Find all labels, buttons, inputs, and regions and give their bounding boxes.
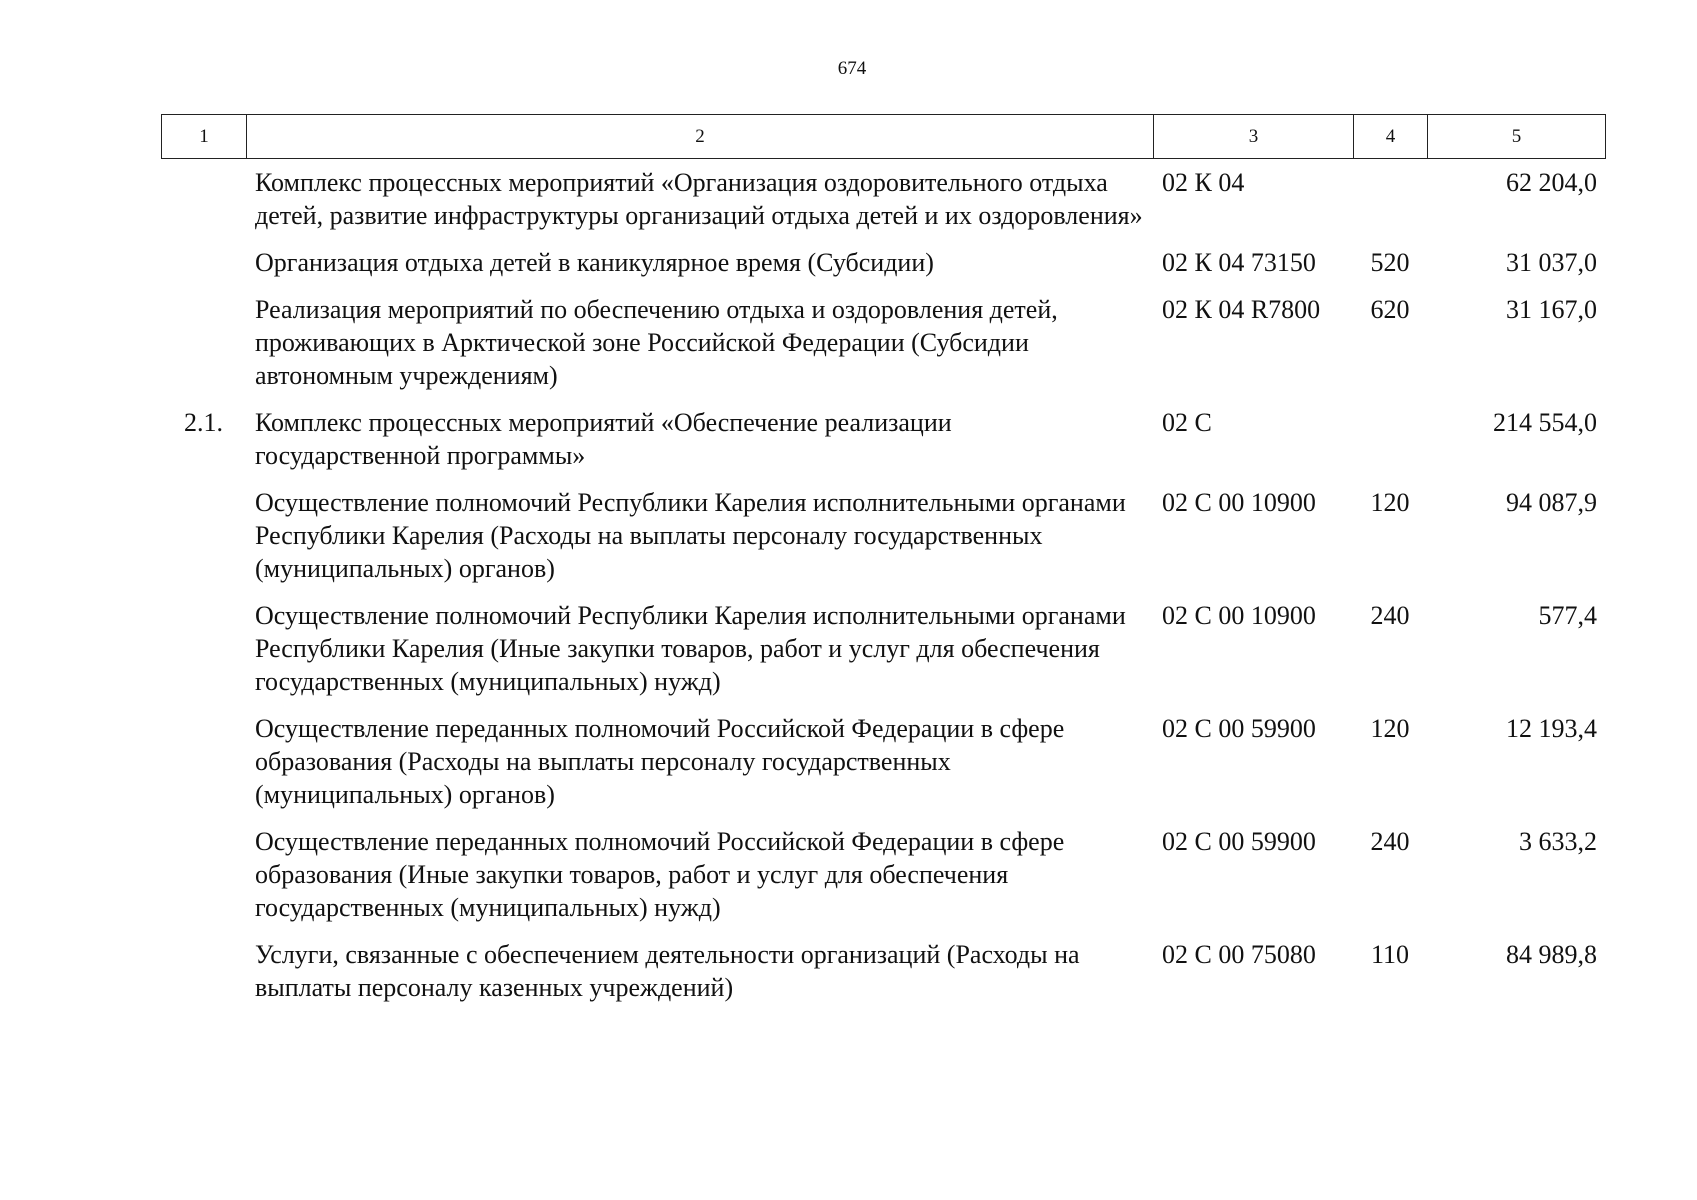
table-row [161,166,1605,246]
row-name: Осуществление переданных полномочий Российской Федерации в сфере образования (Иные закупки товаров, работ и услуг для обеспечения государственных (муниципальных) нужд) [255,827,1065,922]
row-amount: 12 193,4 [1506,714,1597,743]
row-expense-type: 240 [1370,827,1410,856]
table-row [161,599,1605,712]
row-code: 02 С 00 10900 [1162,488,1316,517]
row-code: 02 К 04 R7800 [1162,295,1321,324]
row-expense-type: 520 [1370,248,1410,277]
row-expense-type: 110 [1370,940,1410,969]
row-amount: 577,4 [1538,601,1597,630]
row-amount: 3 633,2 [1519,827,1597,856]
row-amount: 31 037,0 [1506,248,1597,277]
table-row [161,712,1605,825]
row-expense-type: 120 [1370,488,1410,517]
row-expense-type [1353,406,1427,486]
row-name: Организация отдыха детей в каникулярное время (Субсидии) [255,248,934,277]
row-number [161,938,246,1018]
row-name: Реализация мероприятий по обеспечению отдыха и оздоровления детей, проживающих в Арктической зоне Российской Федерации (Субсидии автономным учреждениям) [255,295,1058,390]
row-expense-type: 620 [1370,295,1410,324]
row-name: Комплекс процессных мероприятий «Организация оздоровительного отдыха детей, развитие инфраструктуры организаций отдыха детей и их оздоровления» [255,168,1143,230]
page-number: 674 [837,58,867,79]
row-amount: 62 204,0 [1506,168,1597,197]
header-cell-1: 1 [162,115,247,159]
header-cell-3: 3 [1154,115,1354,159]
row-amount: 84 989,8 [1506,940,1597,969]
header-cell-4: 4 [1354,115,1428,159]
header-row [162,115,1606,159]
table-row [161,938,1605,1018]
row-name: Услуги, связанные с обеспечением деятельности организаций (Расходы на выплаты персоналу казенных учреждений) [255,940,1080,1002]
row-name: Осуществление полномочий Республики Карелия исполнительными органами Республики Карелия (Иные закупки товаров, работ и услуг для обеспечения государственных (муниципальных) нужд) [255,601,1126,696]
row-number [161,486,246,599]
row-amount: 94 087,9 [1506,488,1597,517]
row-code: 02 С [1162,408,1212,437]
table-row [161,246,1605,293]
row-amount: 214 554,0 [1493,408,1597,437]
row-name: Осуществление полномочий Республики Карелия исполнительными органами Республики Карелия (Расходы на выплаты персоналу государственных (муниципальных) органов) [255,488,1126,583]
budget-table [161,166,1605,1018]
header-cell-5: 5 [1428,115,1606,159]
row-expense-type: 240 [1370,601,1410,630]
column-number-header [161,114,1606,159]
row-code: 02 С 00 75080 [1162,940,1316,969]
row-code: 02 К 04 [1162,168,1245,197]
table-row [161,406,1605,486]
table-row [161,486,1605,599]
row-expense-type: 120 [1370,714,1410,743]
table-row [161,825,1605,938]
row-amount: 31 167,0 [1506,295,1597,324]
row-expense-type [1353,166,1427,246]
row-number [161,246,246,293]
row-code: 02 С 00 59900 [1162,827,1316,856]
row-name: Комплекс процессных мероприятий «Обеспечение реализации государственной программы» [255,408,952,470]
row-number [161,293,246,406]
row-name: Осуществление переданных полномочий Российской Федерации в сфере образования (Расходы на выплаты персоналу государственных (муниципальных) органов) [255,714,1065,809]
row-number: 2.1. [184,408,223,437]
header-cell-2: 2 [247,115,1154,159]
row-number [161,825,246,938]
row-code: 02 С 00 10900 [1162,601,1316,630]
row-number [161,166,246,246]
row-code: 02 К 04 73150 [1162,248,1316,277]
row-number [161,712,246,825]
table-row [161,293,1605,406]
row-number [161,599,246,712]
row-code: 02 С 00 59900 [1162,714,1316,743]
